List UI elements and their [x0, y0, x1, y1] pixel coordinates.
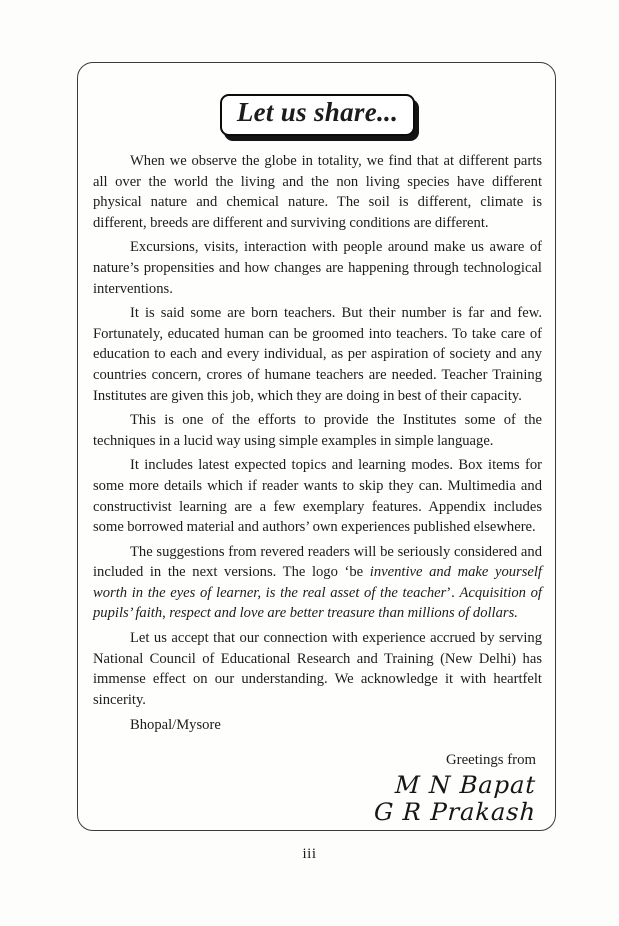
preface-text	[93, 151, 542, 736]
signature-block	[374, 751, 536, 826]
paragraph-5: It includes latest expected topics and learning modes. Box items for some more details which if reader wants to skip they can. Multimedia and constructivist learning are a few exemplary features. Appendix includes some borrowed material and authors’ own experiences published elsewhere.	[93, 457, 542, 536]
paragraph-4: This is one of the efforts to provide the Institutes some of the techniques in a lucid way using simple examples in simple language.	[93, 412, 542, 449]
title-box	[220, 94, 415, 136]
greeting-label: Greetings from	[446, 752, 536, 768]
signature-author-1: M N Bapat	[394, 771, 537, 799]
paragraph-3: It is said some are born teachers. But their number is far and few. Fortunately, educated human can be groomed into teachers. To take care of education to each and every individual, as per aspiration of society and any countries concern, crores of humane teachers are needed. Teacher Training Institutes are given this job, which they are doing in best of their capacity.	[93, 305, 542, 404]
paragraph-2: Excursions, visits, interaction with people around make us aware of nature’s propensities and how changes are happening through technological interventions.	[93, 239, 542, 297]
paragraph-6-tail: Acquisition of pupils’ faith, respect and love are better treasure than millions of dollars.	[93, 584, 542, 622]
page-border-frame	[77, 62, 556, 831]
paragraph-6-logo-quote: inventive and make yourself worth in the eyes of learner, is the real asset of the teacher	[93, 564, 542, 601]
signature-author-2: G R Prakash	[373, 798, 537, 826]
place-line: Bhopal/Mysore	[130, 717, 221, 734]
paragraph-6-lead: The suggestions from revered readers will be seriously considered and included in the next versions. The logo ‘be	[93, 543, 542, 581]
paragraph-7: Let us accept that our connection with experience accrued by serving National Council of Educational Research and Training (New Delhi) has immense effect on our understanding. We acknowledge it with heartfelt sincerity.	[93, 630, 542, 708]
paragraph-6-mid: ’.	[446, 584, 460, 601]
paragraph-1: When we observe the globe in totality, we find that at different parts all over the world the living and the non living species have different physical nature and chemical nature. The soil is different, climate is different, breeds are different and surviving conditions are different.	[93, 153, 542, 231]
page-title: Let us share...	[236, 97, 399, 127]
paragraph-6	[93, 542, 542, 624]
page-number: iii	[302, 846, 317, 862]
